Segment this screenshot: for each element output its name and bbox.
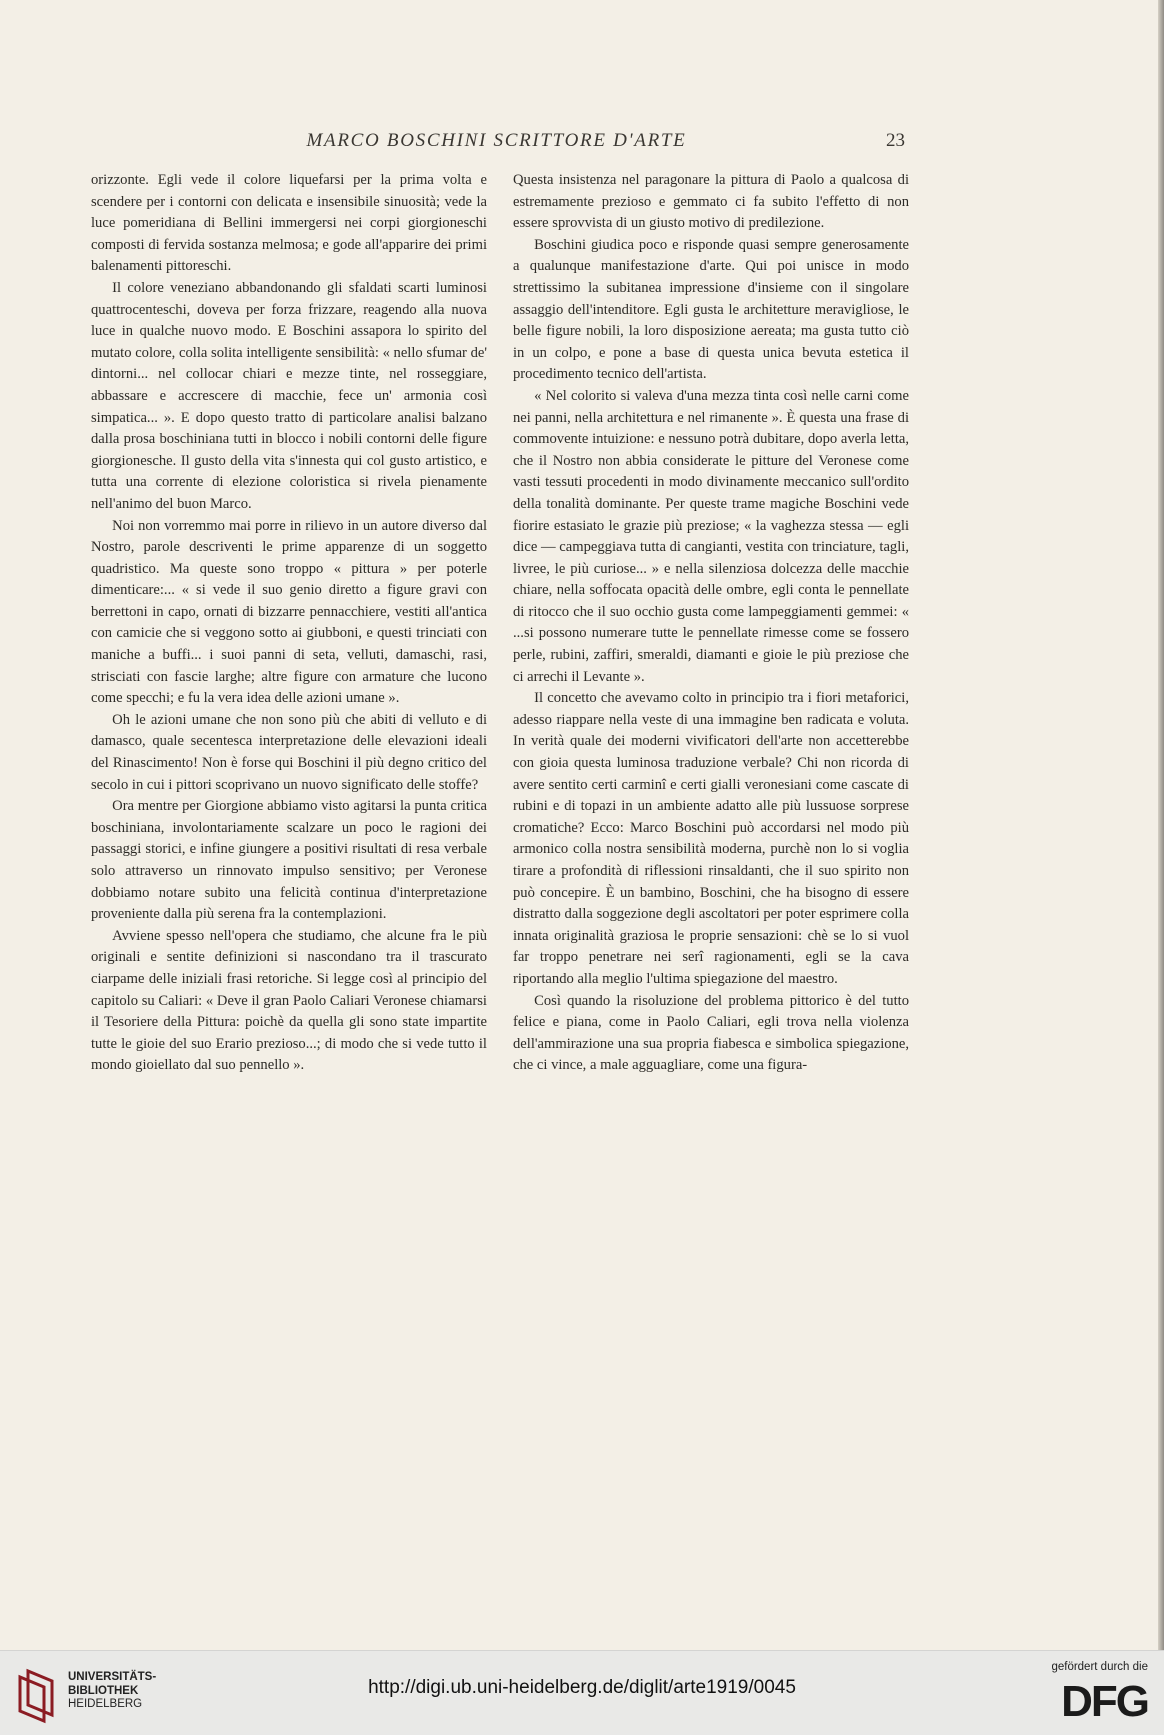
right-text-column <box>513 170 909 1077</box>
funding-note: gefördert durch die <box>1051 1661 1148 1673</box>
page-number: 23 <box>886 130 905 151</box>
running-title: MARCO BOSCHINI SCRITTORE D'ARTE <box>306 130 687 151</box>
paragraph: Ora mentre per Giorgione abbiamo visto agitarsi la punta critica boschiniana, involontariamente scalzare un poco le ragioni dei passaggi storici, e infine giungere a positivi risultati di resa verbale solo attraverso un rinnovato impulso sensitivo; per Veronese dobbiamo notare subito una felicità continua d'interpretazione proveniente dalla più serena fra la contemplazioni. <box>91 798 487 923</box>
paragraph: Il colore veneziano abbandonando gli sfaldati scarti luminosi quattrocenteschi, doveva per forza frizzare, reagendo alla nuova luce in qualche nuovo modo. E Boschini assapora lo spirito del mutato colore, colla solita intelligente sensibilità: « nello sfumar de' dintorni... nel collocar chiari e mezze tinte, nel rosseggiare, abbassare e accrescere di macchie, fece un' armonia così simpatica... ». E dopo questo tratto di particolare analisi balzano dalla prosa boschiniana tutti in blocco i nobili contorni delle figure giorgionesche. Il gusto della vita s'innesta qui col gusto artistico, e tutta una corrente di elezione coloristica si rivela pienamente nell'animo del buon Marco. <box>91 279 487 512</box>
paragraph: orizzonte. Egli vede il colore liquefarsi per la prima volta e scendere per i contorni con delicata e insensibile sinuosità; vede la luce pomeridiana di Bellini immergersi nei corpi giorgioneschi composti di fervida sostanza melmosa; e gode all'apparire dei primi balenamenti pittoreschi. <box>91 172 487 275</box>
university-library-name: UNIVERSITÄTS- BIBLIOTHEK HEIDELBERG <box>68 1671 157 1710</box>
left-text-column <box>91 170 487 1077</box>
paragraph: Avviene spesso nell'opera che studiamo, che alcune fra le più originali e sentite definizioni si nascondano tra il trascurato ciarpame delle iniziali frasi retoriche. Si legge così al principio del capitolo su Caliari: « Deve il gran Paolo Caliari Veronese chiamarsi il Tesoriere della Pittura: poichè da quella gli sono state impartite tutte le gioie del suo Erario prezioso...; di modo che si vede tutto il mondo gioiellato dal suo pennello ». <box>91 927 487 1074</box>
paragraph: Il concetto che avevamo colto in principio tra i fiori metaforici, adesso riappare nella veste di una immagine ben radicata e voluta. In verità quale dei moderni vivificatori dell'arte non accetterebbe con gioia questa luminosa traduzione verbale? Chi non ricorda di avere sentito certi carminî e certi gialli veronesiani come cascate di rubini e di topazi in un ambiente adatto alle più lussuose sorprese cromatiche? Ecco: Marco Boschini può accordarsi nel modo più armonico colla nostra sensibilità moderna, purchè non lo si voglia tirare a profondità di riflessioni rinsaldanti, che il suo spirito non può concepire. È un bambino, Boschini, che ha bisogno di essere distratto dalla soggezione degli ascoltatori per poter esprimere colla innata originalità graziosa le proprie sensazioni: chè se lo si vuol far troppo penetrare nei serî ragionamenti, egli se la cava riportando alla meglio l'ultima spiegazione del maestro. <box>513 690 909 987</box>
paragraph: Boschini giudica poco e risponde quasi sempre generosamente a qualunque manifestazione d'arte. Qui poi unisce in modo strettissimo la subitanea impressione d'insieme con il singolare assaggio dell'intenditore. Egli gusta le architetture meravigliose, le belle figure nobili, la loro disposizione aereata; ma gusta tutto ciò in un colpo, e pone a base di questa unica bevuta estetica il procedimento tecnico dell'artista. <box>513 236 909 383</box>
paragraph: Oh le azioni umane che non sono più che abiti di velluto e di damasco, quale secentesca interpretazione delle elevazioni ideali del Rinascimento! Non è forse qui Boschini il più degno critico del secolo in cui i pittori scoprivano un nuovo significato delle stoffe? <box>91 711 487 793</box>
source-url-link[interactable]: http://digi.ub.uni-heidelberg.de/diglit/arte1919/0045 <box>368 1677 796 1698</box>
dfg-logo: DFG <box>1061 1677 1148 1726</box>
paragraph: Noi non vorremmo mai porre in rilievo in un autore diverso dal Nostro, parole descriventi le prime apparenze di un soggetto quadristico. Ma queste sono troppo « pittura » per poterle dimenticare:... « si vede il suo genio diretto a figure gravi con berrettoni in capo, ornati di bizzarre pennacchiere, vestiti all'antica con camicie che si veggono sotto ai giubboni, e questi trinciati con maniche a buffi... i suoi panni di seta, velluti, damaschi, rasi, strisciati con fascie larghe; altre figure con armature che lucono come specchi; e fu la vera idea delle azioni umane ». <box>91 517 487 707</box>
paragraph: Questa insistenza nel paragonare la pittura di Paolo a qualcosa di estremamente prezioso e gemmato ci fa subito l'effetto di non essere sprovvista di un giusto motivo di predilezione. <box>513 172 909 232</box>
digitization-footer <box>0 1650 1164 1735</box>
paragraph: Così quando la risoluzione del problema pittorico è del tutto felice e piana, come in Paolo Caliari, egli trova nella violenza dell'ammirazione una sua propria fiabesca e simbolica spiegazione, che ci vince, a male agguagliare, come una figura- <box>513 992 909 1074</box>
paragraph: « Nel colorito si valeva d'una mezza tinta così nelle carni come nei panni, nella architettura e nel rimanente ». È questa una frase di commovente intuizione: e nessuno potrà dubitare, dopo averla letta, che il Nostro non abbia considerate le pitture del Veronese come vasti tessuti procedenti in modo divinamente meccanico sull'ordito della tonalità dominante. Per queste trame magiche Boschini vede fiorire estasiato le grazie più preziose; « la vaghezza stessa — egli dice — campeggiava tutta di cangianti, vestita con trinciature, tagli, livree, le più curiose... » e nella silenziosa dolcezza delle macchie chiare, nella soffocata opacità delle ombre, egli conta le pennellate di ritocco che il suo occhio gusta come lampeggiamenti gemmei: « ...si possono numerare tutte le pennellate rimesse come se fossero perle, rubini, zaffiri, smeraldi, diamanti e gioie le più preziose che ci arrechi il Levante ». <box>513 387 909 685</box>
page-edge-shadow <box>1158 0 1164 1650</box>
